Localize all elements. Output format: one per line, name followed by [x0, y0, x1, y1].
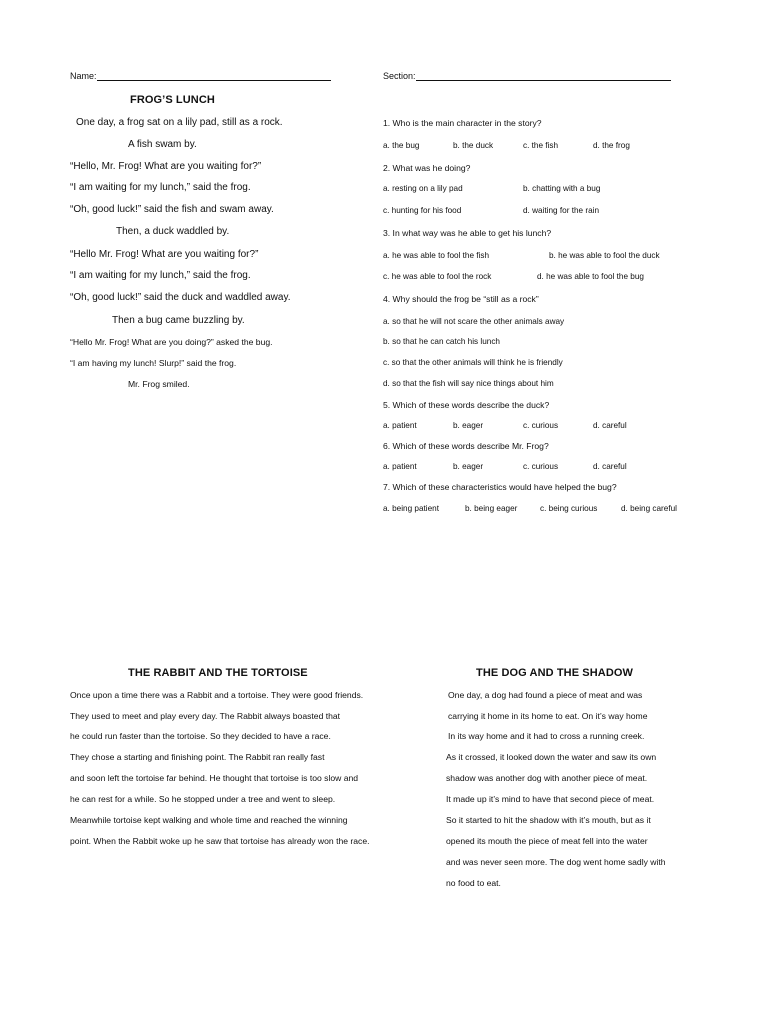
rabbit-line-4: They chose a starting and finishing point. The Rabbit ran really fast	[70, 752, 325, 762]
section-field[interactable]	[383, 71, 671, 81]
section-label: Section:	[383, 71, 416, 81]
section-blank-line[interactable]	[416, 71, 671, 81]
dog-line-8: opened its mouth the piece of meat fell into the water	[446, 836, 648, 846]
question-3-options-row-2	[383, 272, 713, 283]
q5-option-d[interactable]: d. careful	[593, 421, 627, 430]
frog-line-12: “I am having my lunch! Slurp!” said the frog.	[70, 358, 237, 368]
q6-option-b[interactable]: b. eager	[453, 462, 484, 471]
q7-option-b[interactable]: b. being eager	[465, 504, 518, 513]
question-3-options-row-1	[383, 251, 713, 262]
question-7-options	[383, 504, 723, 515]
frog-line-9: “Oh, good luck!” said the duck and waddled away.	[70, 292, 291, 303]
rabbit-line-3: he could run faster than the tortoise. So they decided to have a race.	[70, 731, 331, 741]
question-2: 2. What was he doing?	[383, 163, 471, 173]
q6-option-a[interactable]: a. patient	[383, 462, 417, 471]
q3-option-c[interactable]: c. he was able to fool the rock	[383, 272, 492, 281]
question-6-options	[383, 462, 713, 473]
question-1: 1. Who is the main character in the story?	[383, 118, 542, 128]
question-2-options-row-1	[383, 184, 713, 195]
dog-line-6: It made up it’s mind to have that second piece of meat.	[446, 794, 655, 804]
name-label: Name:	[70, 71, 97, 81]
question-4: 4. Why should the frog be “still as a rock”	[383, 294, 539, 304]
q2-option-c[interactable]: c. hunting for his food	[383, 206, 462, 215]
name-field[interactable]	[70, 71, 331, 81]
frog-line-13: Mr. Frog smiled.	[128, 379, 190, 389]
rabbit-line-7: Meanwhile tortoise kept walking and whole time and reached the winning	[70, 815, 348, 825]
frog-line-7: “Hello Mr. Frog! What are you waiting for?”	[70, 249, 259, 260]
rabbit-line-8: point. When the Rabbit woke up he saw that tortoise has already won the race.	[70, 836, 370, 846]
q2-option-d[interactable]: d. waiting for the rain	[523, 206, 600, 215]
name-blank-line[interactable]	[97, 71, 331, 81]
frog-line-11: “Hello Mr. Frog! What are you doing?” asked the bug.	[70, 337, 273, 347]
dog-line-3: In its way home and it had to cross a running creek.	[448, 731, 645, 741]
q7-option-c[interactable]: c. being curious	[540, 504, 598, 513]
dog-line-10: no food to eat.	[446, 878, 501, 888]
rabbit-line-5: and soon left the tortoise far behind. He thought that tortoise is too slow and	[70, 773, 359, 783]
q6-option-c[interactable]: c. curious	[523, 462, 559, 471]
question-5: 5. Which of these words describe the duck?	[383, 400, 550, 410]
q2-option-b[interactable]: b. chatting with a bug	[523, 184, 601, 193]
frog-line-8: “I am waiting for my lunch,” said the frog.	[70, 270, 251, 281]
q1-option-a[interactable]: a. the bug	[383, 141, 420, 150]
q3-option-b[interactable]: b. he was able to fool the duck	[549, 251, 660, 260]
rabbit-line-6: he can rest for a while. So he stopped under a tree and went to sleep.	[70, 794, 336, 804]
q1-option-b[interactable]: b. the duck	[453, 141, 494, 150]
q4-option-b[interactable]: b. so that he can catch his lunch	[383, 337, 500, 346]
q5-option-c[interactable]: c. curious	[523, 421, 559, 430]
question-2-options-row-2	[383, 206, 713, 217]
q7-option-a[interactable]: a. being patient	[383, 504, 439, 513]
frog-line-4: “I am waiting for my lunch,” said the frog.	[70, 182, 251, 193]
question-1-options	[383, 141, 713, 152]
q1-option-d[interactable]: d. the frog	[593, 141, 630, 150]
q5-option-b[interactable]: b. eager	[453, 421, 484, 430]
frog-line-1: One day, a frog sat on a lily pad, still as a rock.	[76, 117, 283, 128]
question-3: 3. In what way was he able to get his lunch?	[383, 228, 552, 238]
q4-option-a[interactable]: a. so that he will not scare the other animals away	[383, 317, 565, 326]
dog-line-1: One day, a dog had found a piece of meat and was	[448, 690, 643, 700]
question-7: 7. Which of these characteristics would have helped the bug?	[383, 482, 617, 492]
q7-option-d[interactable]: d. being careful	[621, 504, 677, 513]
dog-line-9: and was never seen more. The dog went home sadly with	[446, 857, 666, 867]
rabbit-line-1: Once upon a time there was a Rabbit and a tortoise. They were good friends.	[70, 690, 364, 700]
q1-option-c[interactable]: c. the fish	[523, 141, 559, 150]
question-5-options	[383, 421, 713, 432]
frog-line-2: A fish swam by.	[128, 139, 197, 150]
q4-option-c[interactable]: c. so that the other animals will think he is friendly	[383, 358, 563, 367]
dog-line-2: carrying it home in its home to eat. On it’s way home	[448, 711, 648, 721]
q3-option-a[interactable]: a. he was able to fool the fish	[383, 251, 490, 260]
dog-line-4: As it crossed, it looked down the water and saw its own	[446, 752, 657, 762]
rabbit-line-2: They used to meet and play every day. The Rabbit always boasted that	[70, 711, 341, 721]
question-6: 6. Which of these words describe Mr. Frog?	[383, 441, 549, 451]
dog-line-5: shadow was another dog with another piece of meat.	[446, 773, 648, 783]
dog-line-7: So it started to hit the shadow with it’s mouth, but as it	[446, 815, 651, 825]
frog-line-10: Then a bug came buzzling by.	[112, 315, 245, 326]
frog-story-title: FROG’S LUNCH	[130, 94, 215, 106]
frog-line-5: “Oh, good luck!” said the fish and swam away.	[70, 204, 274, 215]
q5-option-a[interactable]: a. patient	[383, 421, 417, 430]
frog-line-3: “Hello, Mr. Frog! What are you waiting for?”	[70, 161, 262, 172]
q6-option-d[interactable]: d. careful	[593, 462, 627, 471]
q2-option-a[interactable]: a. resting on a lily pad	[383, 184, 463, 193]
q4-option-d[interactable]: d. so that the fish will say nice things about him	[383, 379, 554, 388]
dog-story-title: THE DOG AND THE SHADOW	[476, 667, 634, 679]
q3-option-d[interactable]: d. he was able to fool the bug	[537, 272, 644, 281]
frog-line-6: Then, a duck waddled by.	[116, 226, 230, 237]
rabbit-story-title: THE RABBIT AND THE TORTOISE	[128, 667, 308, 679]
